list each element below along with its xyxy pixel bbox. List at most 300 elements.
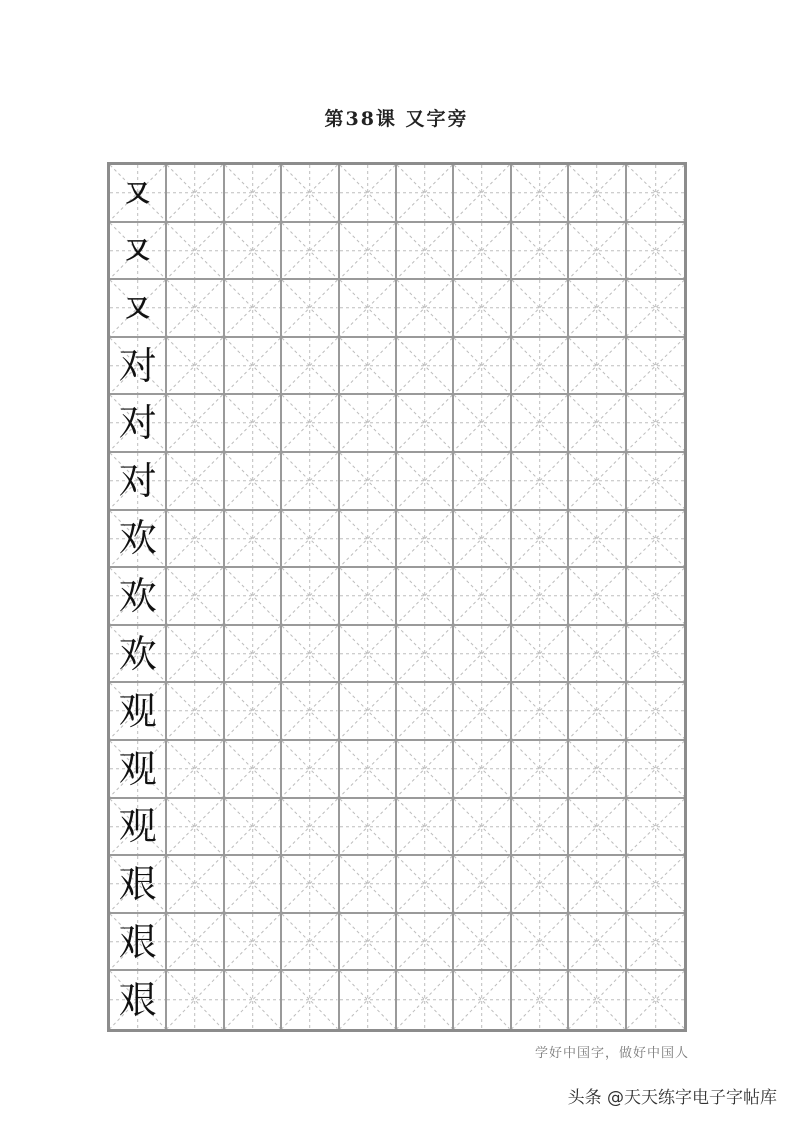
practice-cell <box>225 914 282 972</box>
model-character: 对 <box>118 458 157 503</box>
practice-cell <box>225 568 282 626</box>
mizi-guide-lines <box>282 741 337 797</box>
mizi-guide-lines <box>340 914 395 970</box>
mizi-guide-lines <box>167 395 222 451</box>
practice-cell <box>569 683 626 741</box>
practice-cell <box>454 453 511 511</box>
mizi-guide-lines <box>340 395 395 451</box>
practice-cell <box>282 223 339 281</box>
mizi-guide-lines <box>397 280 452 336</box>
mizi-guide-lines <box>225 683 280 739</box>
mizi-guide-lines <box>340 683 395 739</box>
practice-cell <box>282 453 339 511</box>
practice-cell <box>569 914 626 972</box>
mizi-guide-lines <box>282 395 337 451</box>
practice-cell <box>282 741 339 799</box>
practice-cell <box>282 165 339 223</box>
mizi-guide-lines <box>512 395 567 451</box>
mizi-guide-lines <box>627 683 684 739</box>
practice-cell <box>512 568 569 626</box>
mizi-guide-lines <box>627 856 684 912</box>
practice-cell <box>340 856 397 914</box>
mizi-guide-lines <box>569 683 624 739</box>
mizi-guide-lines <box>569 165 624 221</box>
mizi-guide-lines <box>569 626 624 682</box>
mizi-guide-lines <box>454 395 509 451</box>
mizi-guide-lines <box>627 165 684 221</box>
mizi-guide-lines <box>167 799 222 855</box>
mizi-guide-lines <box>225 280 280 336</box>
practice-cell <box>282 914 339 972</box>
mizi-guide-lines <box>397 626 452 682</box>
mizi-guide-lines <box>282 223 337 279</box>
practice-cell <box>512 856 569 914</box>
mizi-guide-lines <box>512 626 567 682</box>
practice-cell <box>512 223 569 281</box>
practice-cell <box>282 280 339 338</box>
practice-cell <box>225 856 282 914</box>
mizi-guide-lines <box>569 280 624 336</box>
model-character: 欢 <box>118 631 157 676</box>
model-char-cell <box>110 741 167 799</box>
mizi-guide-lines <box>225 338 280 394</box>
mizi-guide-lines <box>397 511 452 567</box>
mizi-guide-lines <box>225 568 280 624</box>
mizi-guide-lines <box>167 914 222 970</box>
practice-cell <box>167 395 224 453</box>
mizi-guide-lines <box>340 568 395 624</box>
model-char-cell <box>110 395 167 453</box>
mizi-guide-lines <box>397 799 452 855</box>
mizi-guide-lines <box>167 856 222 912</box>
model-character: 观 <box>118 804 157 849</box>
mizi-guide-lines <box>167 683 222 739</box>
practice-cell <box>167 280 224 338</box>
model-character: 又 <box>125 292 150 322</box>
practice-cell <box>340 223 397 281</box>
mizi-guide-lines <box>512 799 567 855</box>
practice-cell <box>569 453 626 511</box>
practice-cell <box>340 395 397 453</box>
practice-cell <box>225 741 282 799</box>
mizi-guide-lines <box>397 338 452 394</box>
mizi-guide-lines <box>512 165 567 221</box>
model-character: 欢 <box>118 516 157 561</box>
mizi-guide-lines <box>569 799 624 855</box>
practice-cell <box>282 626 339 684</box>
mizi-guide-lines <box>512 223 567 279</box>
model-character: 欢 <box>118 573 157 618</box>
mizi-guide-lines <box>225 799 280 855</box>
mizi-guide-lines <box>225 453 280 509</box>
mizi-guide-lines <box>225 395 280 451</box>
mizi-guide-lines <box>282 626 337 682</box>
model-character: 艰 <box>118 919 157 964</box>
mizi-guide-lines <box>627 338 684 394</box>
practice-cell <box>627 511 684 569</box>
mizi-guide-lines <box>225 741 280 797</box>
practice-cell <box>569 280 626 338</box>
mizi-guide-lines <box>569 223 624 279</box>
model-char-cell <box>110 453 167 511</box>
practice-cell <box>627 799 684 857</box>
practice-cell <box>397 914 454 972</box>
mizi-guide-lines <box>340 971 395 1029</box>
practice-cell <box>167 453 224 511</box>
practice-cell <box>569 511 626 569</box>
mizi-guide-lines <box>454 165 509 221</box>
practice-cell <box>512 511 569 569</box>
model-character: 艰 <box>118 978 157 1023</box>
practice-cell <box>167 626 224 684</box>
mizi-guide-lines <box>282 914 337 970</box>
practice-cell <box>627 453 684 511</box>
practice-cell <box>512 799 569 857</box>
practice-cell <box>454 799 511 857</box>
mizi-guide-lines <box>627 395 684 451</box>
practice-cell <box>397 511 454 569</box>
model-char-cell <box>110 683 167 741</box>
mizi-guide-lines <box>627 799 684 855</box>
mizi-guide-lines <box>167 971 222 1029</box>
practice-cell <box>225 395 282 453</box>
mizi-guide-lines <box>512 971 567 1029</box>
model-char-cell <box>110 338 167 396</box>
mizi-guide-lines <box>397 568 452 624</box>
practice-cell <box>512 453 569 511</box>
practice-cell <box>454 971 511 1029</box>
model-character: 观 <box>118 746 157 791</box>
practice-cell <box>454 683 511 741</box>
mizi-guide-lines <box>397 165 452 221</box>
mizi-guide-lines <box>282 453 337 509</box>
model-character: 艰 <box>118 861 157 906</box>
practice-cell <box>397 741 454 799</box>
practice-cell <box>512 165 569 223</box>
mizi-guide-lines <box>225 165 280 221</box>
mizi-guide-lines <box>397 856 452 912</box>
practice-cell <box>282 338 339 396</box>
practice-cell <box>340 626 397 684</box>
mizi-guide-lines <box>225 971 280 1029</box>
practice-cell <box>225 223 282 281</box>
practice-cell <box>340 799 397 857</box>
mizi-guide-lines <box>167 280 222 336</box>
mizi-guide-lines <box>340 626 395 682</box>
practice-cell <box>454 395 511 453</box>
practice-cell <box>627 338 684 396</box>
mizi-guide-lines <box>340 511 395 567</box>
practice-cell <box>397 626 454 684</box>
mizi-guide-lines <box>225 626 280 682</box>
practice-cell <box>340 971 397 1029</box>
practice-cell <box>167 683 224 741</box>
practice-cell <box>167 165 224 223</box>
model-char-cell <box>110 165 167 223</box>
practice-cell <box>454 511 511 569</box>
mizi-guide-lines <box>512 914 567 970</box>
model-char-cell <box>110 971 167 1029</box>
practice-cell <box>225 338 282 396</box>
practice-cell <box>627 683 684 741</box>
practice-cell <box>454 338 511 396</box>
mizi-guide-lines <box>397 971 452 1029</box>
practice-cell <box>340 280 397 338</box>
mizi-guide-lines <box>627 914 684 970</box>
practice-cell <box>454 856 511 914</box>
watermark-text: 头条 @天天练字电子字帖库 <box>567 1088 777 1108</box>
practice-cell <box>225 165 282 223</box>
mizi-guide-lines <box>569 568 624 624</box>
model-character: 对 <box>118 401 157 446</box>
practice-cell <box>397 280 454 338</box>
practice-cell <box>397 223 454 281</box>
model-char-cell <box>110 799 167 857</box>
mizi-guide-lines <box>454 741 509 797</box>
mizi-guide-lines <box>282 568 337 624</box>
practice-cell <box>569 741 626 799</box>
mizi-guide-lines <box>627 280 684 336</box>
practice-cell <box>512 683 569 741</box>
practice-cell <box>225 280 282 338</box>
practice-cell <box>454 914 511 972</box>
mizi-guide-lines <box>225 914 280 970</box>
mizi-guide-lines <box>512 338 567 394</box>
practice-cell <box>282 856 339 914</box>
practice-cell <box>225 511 282 569</box>
practice-cell <box>512 626 569 684</box>
practice-cell <box>282 683 339 741</box>
mizi-guide-lines <box>454 338 509 394</box>
practice-cell <box>340 683 397 741</box>
practice-cell <box>627 280 684 338</box>
practice-cell <box>282 971 339 1029</box>
practice-cell <box>569 799 626 857</box>
practice-cell <box>167 568 224 626</box>
mizi-guide-lines <box>397 914 452 970</box>
mizi-guide-lines <box>454 799 509 855</box>
practice-cell <box>167 914 224 972</box>
mizi-guide-lines <box>340 799 395 855</box>
mizi-guide-lines <box>454 453 509 509</box>
mizi-guide-lines <box>569 338 624 394</box>
mizi-guide-lines <box>397 741 452 797</box>
mizi-guide-lines <box>454 511 509 567</box>
practice-cell <box>167 856 224 914</box>
model-character: 对 <box>118 343 157 388</box>
model-char-cell <box>110 856 167 914</box>
mizi-guide-lines <box>627 568 684 624</box>
practice-cell <box>397 568 454 626</box>
model-character: 观 <box>118 689 157 734</box>
mizi-guide-lines <box>454 568 509 624</box>
mizi-guide-lines <box>282 280 337 336</box>
mizi-guide-lines <box>282 338 337 394</box>
practice-cell <box>340 568 397 626</box>
mizi-guide-lines <box>512 453 567 509</box>
practice-cell <box>627 914 684 972</box>
mizi-guide-lines <box>340 856 395 912</box>
mizi-guide-lines <box>282 856 337 912</box>
mizi-guide-lines <box>397 395 452 451</box>
practice-cell <box>340 338 397 396</box>
mizi-guide-lines <box>282 971 337 1029</box>
practice-cell <box>627 568 684 626</box>
practice-cell <box>282 799 339 857</box>
practice-cell <box>397 856 454 914</box>
mizi-guide-lines <box>454 223 509 279</box>
mizi-guide-lines <box>340 338 395 394</box>
practice-cell <box>627 165 684 223</box>
practice-cell <box>282 395 339 453</box>
model-character: 又 <box>125 235 150 265</box>
practice-cell <box>397 165 454 223</box>
mizi-guide-lines <box>569 453 624 509</box>
practice-cell <box>454 223 511 281</box>
practice-cell <box>512 971 569 1029</box>
practice-cell <box>512 338 569 396</box>
practice-cell <box>282 568 339 626</box>
practice-cell <box>627 395 684 453</box>
model-character: 又 <box>125 177 150 207</box>
practice-cell <box>569 223 626 281</box>
mizi-guide-lines <box>569 395 624 451</box>
practice-cell <box>167 741 224 799</box>
mizi-guide-lines <box>627 453 684 509</box>
mizi-guide-lines <box>167 511 222 567</box>
mizi-guide-lines <box>569 914 624 970</box>
mizi-guide-lines <box>627 223 684 279</box>
practice-cell <box>225 683 282 741</box>
practice-cell <box>225 626 282 684</box>
practice-cell <box>397 683 454 741</box>
mizi-guide-lines <box>282 683 337 739</box>
practice-cell <box>340 511 397 569</box>
model-char-cell <box>110 568 167 626</box>
practice-cell <box>397 453 454 511</box>
mizi-guide-lines <box>512 856 567 912</box>
mizi-guide-lines <box>340 741 395 797</box>
practice-cell <box>569 338 626 396</box>
mizi-guide-lines <box>397 683 452 739</box>
practice-cell <box>627 223 684 281</box>
mizi-guide-lines <box>569 856 624 912</box>
practice-cell <box>397 799 454 857</box>
mizi-guide-lines <box>282 165 337 221</box>
mizi-guide-lines <box>282 511 337 567</box>
mizi-guide-lines <box>512 568 567 624</box>
mizi-guide-lines <box>454 280 509 336</box>
practice-cell <box>397 338 454 396</box>
practice-cell <box>454 741 511 799</box>
practice-cell <box>512 741 569 799</box>
model-char-cell <box>110 511 167 569</box>
practice-cell <box>627 856 684 914</box>
practice-cell <box>569 626 626 684</box>
practice-cell <box>569 568 626 626</box>
mizi-guide-lines <box>167 626 222 682</box>
mizi-guide-lines <box>225 856 280 912</box>
mizi-guide-lines <box>454 971 509 1029</box>
practice-cell <box>454 165 511 223</box>
mizi-guide-lines <box>454 914 509 970</box>
practice-cell <box>512 280 569 338</box>
footer-motto: 学好中国字，做好中国人 <box>534 1046 689 1061</box>
mizi-guide-lines <box>512 683 567 739</box>
mizi-guide-lines <box>225 511 280 567</box>
mizi-guide-lines <box>454 626 509 682</box>
model-char-cell <box>110 914 167 972</box>
practice-cell <box>569 971 626 1029</box>
mizi-guide-lines <box>167 338 222 394</box>
model-char-cell <box>110 626 167 684</box>
mizi-guide-lines <box>167 223 222 279</box>
practice-grid <box>107 162 687 1032</box>
mizi-guide-lines <box>569 741 624 797</box>
mizi-guide-lines <box>512 280 567 336</box>
practice-cell <box>627 741 684 799</box>
practice-cell <box>512 914 569 972</box>
mizi-guide-lines <box>569 971 624 1029</box>
mizi-guide-lines <box>454 856 509 912</box>
practice-cell <box>340 741 397 799</box>
practice-cell <box>167 223 224 281</box>
mizi-guide-lines <box>627 741 684 797</box>
practice-cell <box>569 395 626 453</box>
practice-cell <box>340 453 397 511</box>
practice-cell <box>454 280 511 338</box>
practice-cell <box>225 453 282 511</box>
mizi-guide-lines <box>397 223 452 279</box>
mizi-guide-lines <box>569 511 624 567</box>
mizi-guide-lines <box>627 626 684 682</box>
mizi-guide-lines <box>627 511 684 567</box>
practice-cell <box>569 165 626 223</box>
mizi-guide-lines <box>167 741 222 797</box>
practice-cell <box>512 395 569 453</box>
mizi-guide-lines <box>454 683 509 739</box>
mizi-guide-lines <box>225 223 280 279</box>
practice-cell <box>167 511 224 569</box>
practice-cell <box>454 568 511 626</box>
practice-cell <box>167 799 224 857</box>
practice-cell <box>167 338 224 396</box>
mizi-guide-lines <box>512 511 567 567</box>
mizi-guide-lines <box>512 741 567 797</box>
mizi-guide-lines <box>340 453 395 509</box>
practice-cell <box>397 971 454 1029</box>
model-char-cell <box>110 280 167 338</box>
practice-cell <box>340 914 397 972</box>
practice-cell <box>627 971 684 1029</box>
practice-cell <box>627 626 684 684</box>
mizi-guide-lines <box>397 453 452 509</box>
practice-cell <box>397 395 454 453</box>
mizi-guide-lines <box>282 799 337 855</box>
practice-cell <box>454 626 511 684</box>
mizi-guide-lines <box>340 280 395 336</box>
practice-cell <box>340 165 397 223</box>
mizi-guide-lines <box>167 568 222 624</box>
mizi-guide-lines <box>167 165 222 221</box>
page-title: 第38课 又字旁 <box>324 108 469 130</box>
practice-cell <box>569 856 626 914</box>
practice-cell <box>225 799 282 857</box>
mizi-guide-lines <box>340 165 395 221</box>
mizi-guide-lines <box>167 453 222 509</box>
practice-cell <box>167 971 224 1029</box>
mizi-guide-lines <box>627 971 684 1029</box>
